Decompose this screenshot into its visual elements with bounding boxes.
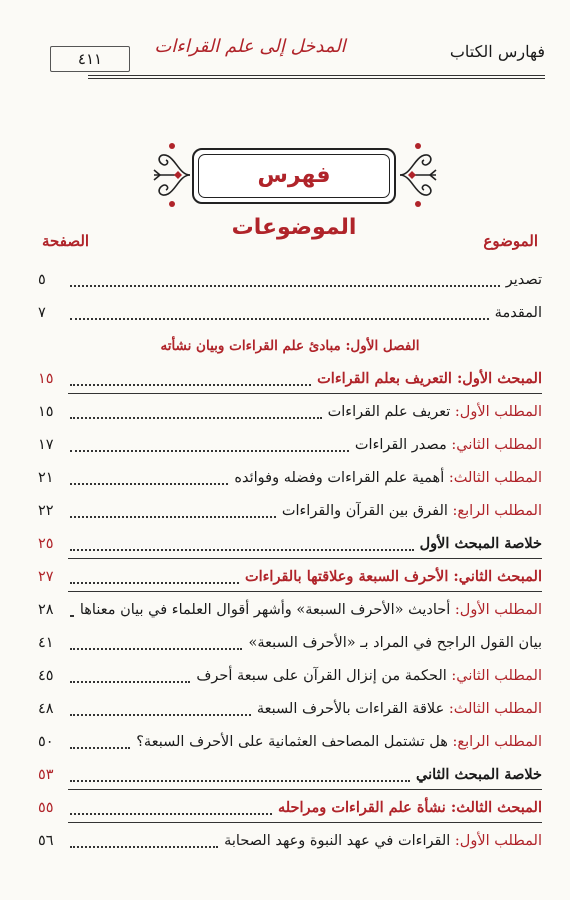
title-box xyxy=(192,148,396,240)
leader-dots xyxy=(70,700,251,716)
toc-row-title: أهمية علم القراءات وفضله وفوائده xyxy=(234,470,445,486)
leader-dots xyxy=(70,370,311,386)
toc-row-prefix: المطلب الرابع: xyxy=(452,503,542,519)
leader-dots xyxy=(70,667,190,683)
toc-row-title: هل تشتمل المصاحف العثمانية على الأحرف السبعة؟ xyxy=(136,734,448,750)
toc-row-title: التعريف بعلم القراءات xyxy=(317,370,452,387)
toc-row-prefix: المطلب الثاني: xyxy=(451,668,542,684)
toc-row-label xyxy=(80,599,542,621)
toc-row-title: الأحرف السبعة وعلاقتها بالقراءات xyxy=(244,568,449,585)
toc-row[interactable] xyxy=(38,262,542,295)
toc-row-title: نشأة علم القراءات ومراحله xyxy=(277,799,446,816)
toc-row-title: الحكمة من إنزال القرآن على سبعة أحرف xyxy=(196,668,447,684)
leader-dots xyxy=(70,799,272,815)
toc-row-page: ٢١ xyxy=(38,470,54,486)
toc-row[interactable] xyxy=(38,394,542,427)
toc-row-prefix: المطلب الأول: xyxy=(454,602,542,618)
leader-dots xyxy=(70,766,410,782)
toc-row-page: ٢٨ xyxy=(38,602,54,618)
toc-row-page: ٤٨ xyxy=(38,701,54,717)
toc-row-label xyxy=(420,533,542,555)
toc-row[interactable] xyxy=(38,460,542,493)
toc-row-page: ٥٠ xyxy=(38,734,54,750)
leader-dots xyxy=(70,832,218,848)
toc-row-label xyxy=(506,269,542,291)
toc-row[interactable] xyxy=(38,724,542,757)
leader-dots xyxy=(70,568,239,584)
toc-row[interactable] xyxy=(38,658,542,691)
toc-row-label xyxy=(328,401,542,423)
toc-row[interactable] xyxy=(38,328,542,361)
toc-row-label xyxy=(245,566,542,588)
toc-row-page: ٢٢ xyxy=(38,503,54,519)
toc-row-prefix: المطلب الثاني: xyxy=(451,437,542,453)
chapter-heading: الفصل الأول: مبادئ علم القراءات وبيان نشأته xyxy=(160,338,420,354)
toc-row-label xyxy=(416,764,542,786)
leader-dots xyxy=(70,535,414,551)
toc-row-page: ٢٥ xyxy=(38,536,54,552)
toc-row-title: خلاصة المبحث الأول xyxy=(419,535,542,552)
toc-row-title: مصدر القراءات xyxy=(354,437,447,453)
toc-row-page: ١٧ xyxy=(38,437,54,453)
toc-row-page: ٥٥ xyxy=(38,800,54,816)
toc-row[interactable] xyxy=(38,493,542,526)
leader-dots xyxy=(70,304,489,320)
running-header xyxy=(40,26,545,76)
toc-row[interactable] xyxy=(38,691,542,724)
toc-row-label xyxy=(355,434,542,456)
toc-row-title: أحاديث «الأحرف السبعة» وأشهر أقوال العلماء في بيان معناها xyxy=(79,602,451,618)
leader-dots xyxy=(70,634,242,650)
toc-row-title: علاقة القراءات بالأحرف السبعة xyxy=(256,701,445,717)
toc-row-label xyxy=(224,830,542,852)
scroll-ornament-icon xyxy=(150,140,194,210)
toc-row-page: ٥٦ xyxy=(38,833,54,849)
section-title: فهارس الكتاب xyxy=(449,42,545,61)
toc-row-prefix: المطلب الأول: xyxy=(454,833,542,849)
toc-row-title: تعريف علم القراءات xyxy=(327,404,451,420)
toc-row-prefix: المطلب الثالث: xyxy=(448,701,542,717)
book-title: المدخل إلى علم القراءات xyxy=(154,36,346,57)
column-head-page: الصفحة xyxy=(42,232,90,250)
toc-row-page: ٢٧ xyxy=(38,569,54,585)
leader-dots xyxy=(70,271,500,287)
header-rule xyxy=(88,75,545,76)
toc-row-label xyxy=(136,731,542,753)
toc-row-title: الفرق بين القرآن والقراءات xyxy=(281,503,448,519)
toc-row[interactable] xyxy=(38,823,542,856)
title-frame xyxy=(150,140,440,240)
toc-list xyxy=(38,262,542,856)
leader-dots xyxy=(70,733,130,749)
toc-row[interactable] xyxy=(38,559,542,592)
toc-row-label xyxy=(278,797,542,819)
column-head-topic: الموضوع xyxy=(483,232,538,250)
toc-row[interactable] xyxy=(38,592,542,625)
page-title: فهرس الموضوعات xyxy=(231,163,357,240)
toc-row[interactable] xyxy=(38,757,542,790)
toc-row-prefix: المطلب الثالث: xyxy=(448,470,542,486)
toc-row-label xyxy=(196,665,542,687)
toc-row-label xyxy=(257,698,542,720)
toc-row-prefix: المطلب الأول: xyxy=(454,404,542,420)
leader-dots xyxy=(70,469,228,485)
leader-dots xyxy=(70,403,322,419)
toc-row-page: ٤٥ xyxy=(38,668,54,684)
toc-row-title: تصدير xyxy=(505,272,542,288)
toc-row-title: بيان القول الراجح في المراد بـ «الأحرف السبعة» xyxy=(248,635,542,651)
toc-row-page: ١٥ xyxy=(38,371,54,387)
leader-dots xyxy=(70,601,74,617)
toc-row[interactable] xyxy=(38,526,542,559)
header-rule-thin xyxy=(88,78,545,79)
toc-row-prefix: المبحث الثالث: xyxy=(450,799,542,816)
leader-dots xyxy=(70,502,276,518)
leader-dots xyxy=(70,436,349,452)
toc-row-page: ٤١ xyxy=(38,635,54,651)
page-number: ٤١١ xyxy=(50,46,130,72)
toc-row-title: المقدمة xyxy=(494,305,542,321)
toc-row-title: القراءات في عهد النبوة وعهد الصحابة xyxy=(224,833,451,849)
toc-row-label xyxy=(234,467,542,489)
scroll-ornament-icon xyxy=(396,140,440,210)
toc-row[interactable] xyxy=(38,295,542,328)
toc-row[interactable] xyxy=(38,790,542,823)
toc-row-page: ٥٣ xyxy=(38,767,54,783)
toc-row[interactable] xyxy=(38,625,542,658)
toc-row-title: خلاصة المبحث الثاني xyxy=(416,766,542,783)
toc-row-label xyxy=(282,500,542,522)
toc-row[interactable] xyxy=(38,427,542,460)
toc-row-label xyxy=(317,368,542,390)
toc-row-label xyxy=(495,302,542,324)
toc-row-page: ١٥ xyxy=(38,404,54,420)
toc-row-prefix: المبحث الثاني: xyxy=(453,568,542,585)
toc-row-prefix: المطلب الرابع: xyxy=(452,734,542,750)
toc-row-page: ٧ xyxy=(38,305,46,321)
toc-row[interactable] xyxy=(38,361,542,394)
toc-row-prefix: المبحث الأول: xyxy=(456,370,542,387)
toc-row-label xyxy=(248,632,542,654)
toc-row-page: ٥ xyxy=(38,272,46,288)
